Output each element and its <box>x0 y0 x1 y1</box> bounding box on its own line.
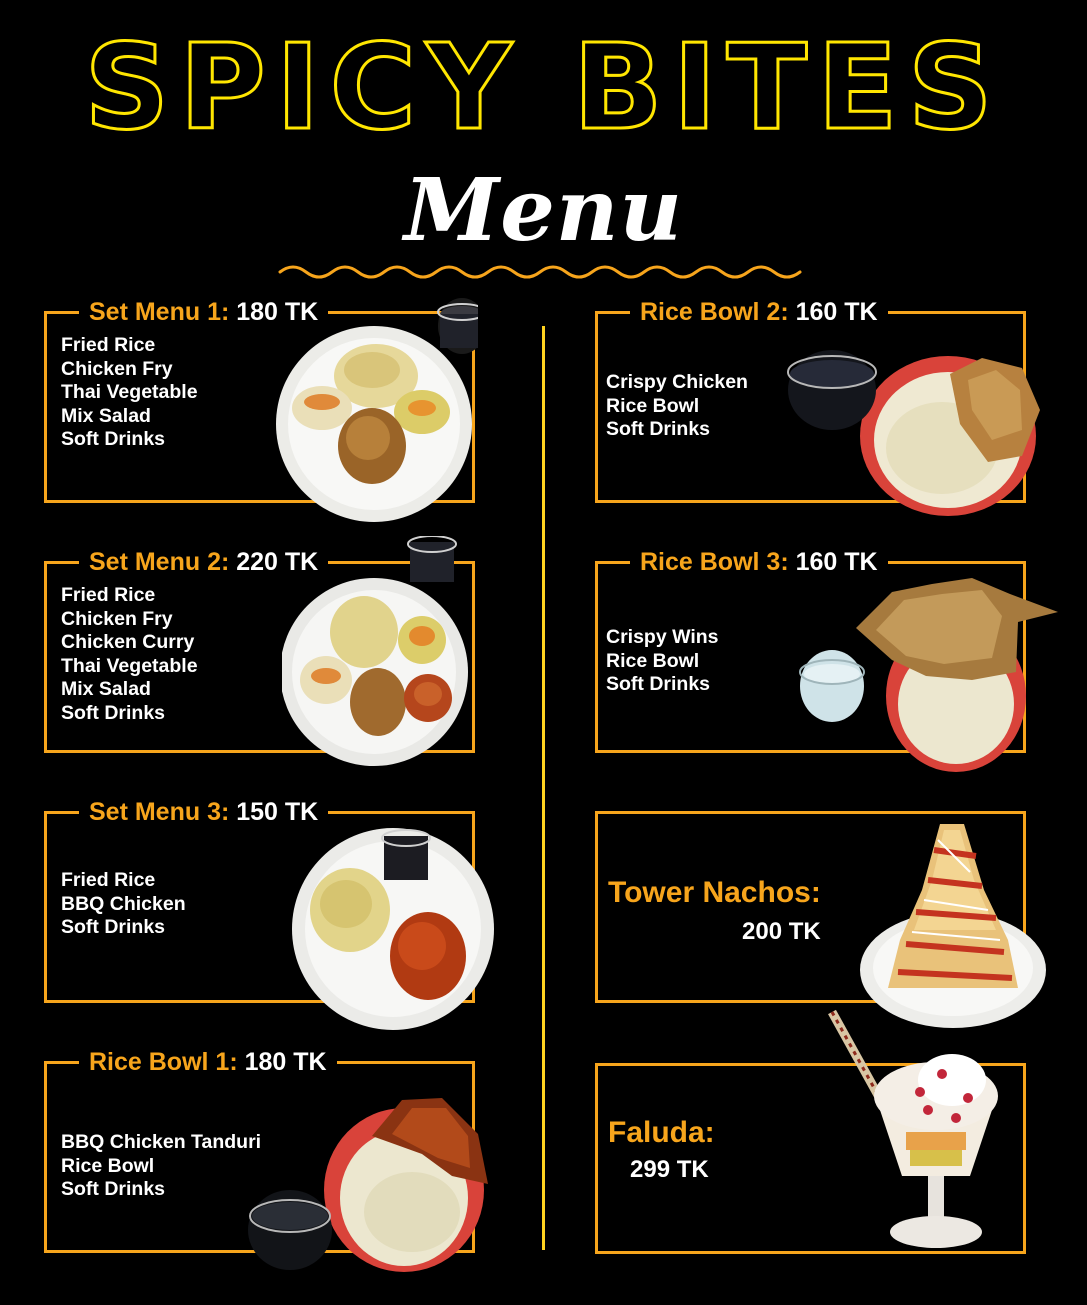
card-heading <box>79 1045 337 1079</box>
item-name: Rice Bowl 3: <box>640 548 789 576</box>
item-list <box>61 869 186 940</box>
rice-bowl-3-photo <box>796 576 1062 776</box>
rice-bowl-2-photo <box>782 344 1052 520</box>
item-name: Set Menu 3: <box>89 798 230 826</box>
item-name: Set Menu 2: <box>89 548 230 576</box>
item-price: 180 TK <box>236 298 319 326</box>
list-item: BBQ Chicken Tanduri <box>61 1131 262 1153</box>
set-menu-2-photo <box>282 536 468 776</box>
item-price: 299 TK <box>630 1156 709 1183</box>
list-item: Fried Rice <box>61 584 156 606</box>
list-item: Thai Vegetable <box>61 381 198 403</box>
list-item: Chicken Fry <box>61 607 173 630</box>
set-menu-3-photo <box>290 826 500 1032</box>
list-item: Fried Rice <box>61 334 156 356</box>
list-item: Soft Drinks <box>606 673 711 695</box>
card-heading <box>79 795 328 829</box>
list-item: Thai Vegetable <box>61 654 198 677</box>
item-price: 200 TK <box>742 918 821 945</box>
list-item: Soft Drinks <box>606 418 711 440</box>
item-name: Set Menu 1: <box>89 298 230 326</box>
item-list <box>606 371 748 442</box>
list-item: Crispy Chicken <box>606 371 748 393</box>
item-name: Rice Bowl 2: <box>640 298 789 326</box>
item-name: Rice Bowl 1: <box>89 1048 238 1076</box>
list-item: Rice Bowl <box>606 649 700 672</box>
wavy-underline <box>278 260 810 284</box>
list-item: Chicken Fry <box>61 357 173 380</box>
brand-title: SPICY BITES <box>84 18 1003 156</box>
item-name: Faluda: <box>608 1116 715 1149</box>
item-list <box>61 334 198 452</box>
item-list <box>61 1131 261 1202</box>
card-heading <box>630 545 888 579</box>
list-item: Soft Drinks <box>61 701 166 724</box>
item-price: 150 TK <box>236 798 319 826</box>
list-item: Soft Drinks <box>61 916 166 938</box>
list-item: Crispy Wins <box>606 626 719 648</box>
list-item: Mix Salad <box>61 678 151 700</box>
card-heading <box>630 295 888 329</box>
set-menu-1-photo <box>272 296 478 528</box>
item-list <box>61 584 198 725</box>
tower-nachos-photo <box>858 820 1048 1032</box>
column-divider <box>542 326 545 1250</box>
rice-bowl-1-photo <box>242 1094 512 1284</box>
list-item: Rice Bowl <box>61 1154 155 1177</box>
item-price: 160 TK <box>795 548 878 576</box>
item-price: 160 TK <box>795 298 878 326</box>
list-item: Soft Drinks <box>61 1178 166 1200</box>
item-list <box>606 626 719 697</box>
list-item: Rice Bowl <box>606 394 700 417</box>
list-item: Mix Salad <box>61 404 151 427</box>
item-price: 220 TK <box>236 548 319 576</box>
item-price: 180 TK <box>244 1048 327 1076</box>
menu-heading: Menu <box>404 160 683 261</box>
faluda-photo <box>824 1006 1024 1256</box>
list-item: BBQ Chicken <box>61 892 186 915</box>
item-name: Tower Nachos: <box>608 876 821 909</box>
list-item: Fried Rice <box>61 869 156 891</box>
list-item: Soft Drinks <box>61 428 166 450</box>
list-item: Chicken Curry <box>61 631 195 653</box>
